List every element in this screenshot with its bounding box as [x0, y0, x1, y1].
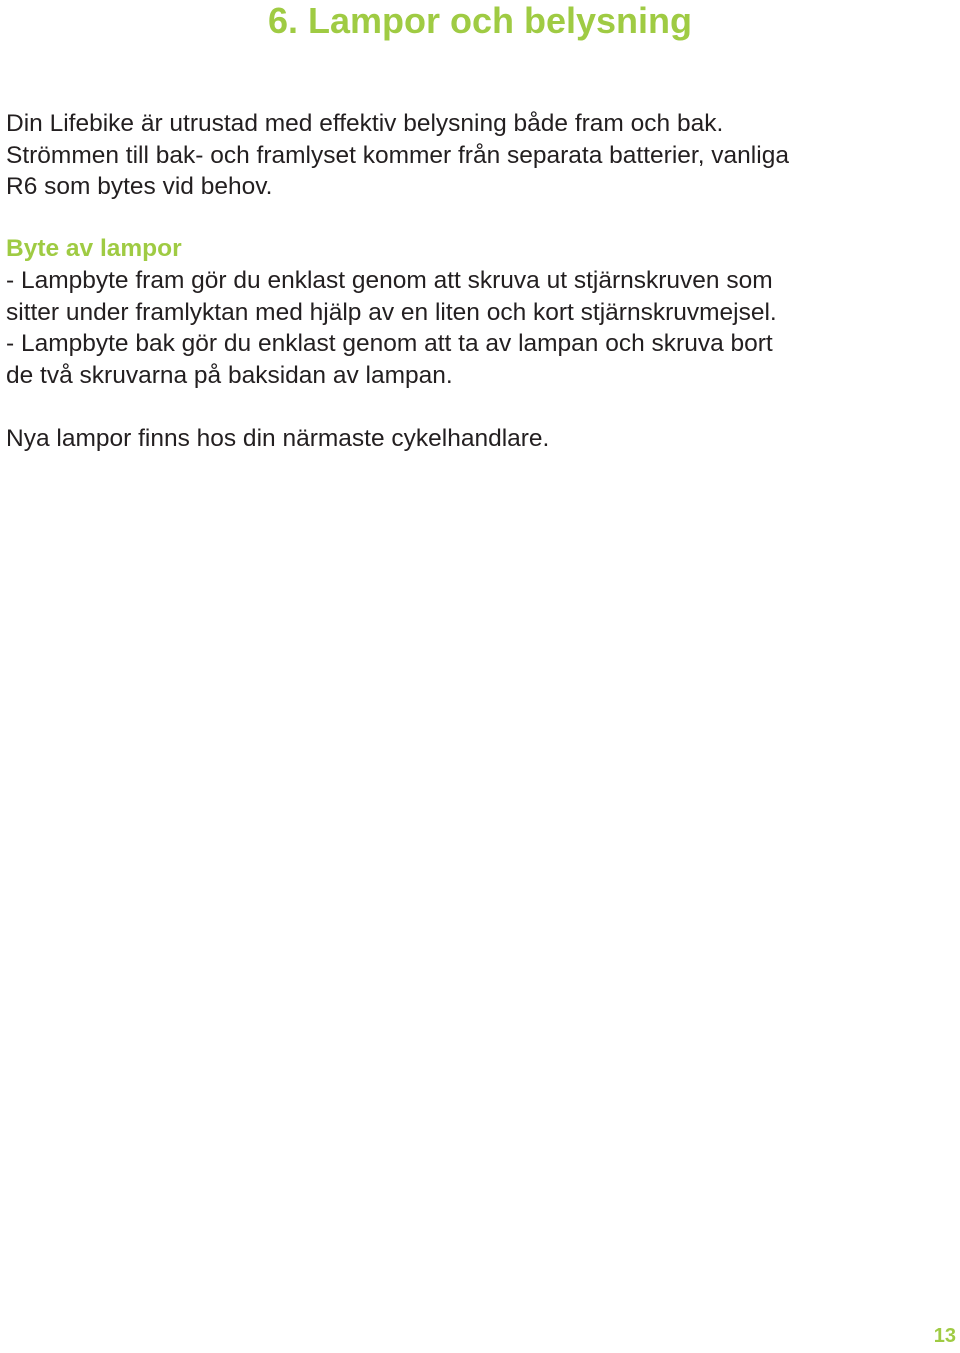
- page-number: 13: [933, 1325, 956, 1347]
- instruction-line: - Lampbyte fram gör du enklast genom att skruva ut stjärnskruven som: [6, 267, 773, 294]
- intro-line: Din Lifebike är utrustad med effektiv belysning både fram och bak.: [6, 110, 724, 137]
- instruction-line: - Lampbyte bak gör du enklast genom att ta av lampan och skruva bort: [6, 330, 773, 358]
- intro-line: R6 som bytes vid behov.: [6, 173, 273, 201]
- instruction-line: sitter under framlyktan med hjälp av en liten och kort stjärnskruvmejsel.: [6, 298, 777, 326]
- closing-paragraph: Nya lampor finns hos din närmaste cykelhandlare.: [6, 425, 550, 452]
- lamp-replacement-instructions: [6, 265, 956, 391]
- intro-line: Strömmen till bak- och framlyset kommer från separata batterier, vanliga: [6, 141, 789, 169]
- intro-paragraph: [6, 108, 956, 203]
- instruction-line: de två skruvarna på baksidan av lampan.: [6, 361, 453, 389]
- page-title: 6. Lampor och belysning: [267, 0, 693, 41]
- section-heading: Byte av lampor: [6, 235, 182, 262]
